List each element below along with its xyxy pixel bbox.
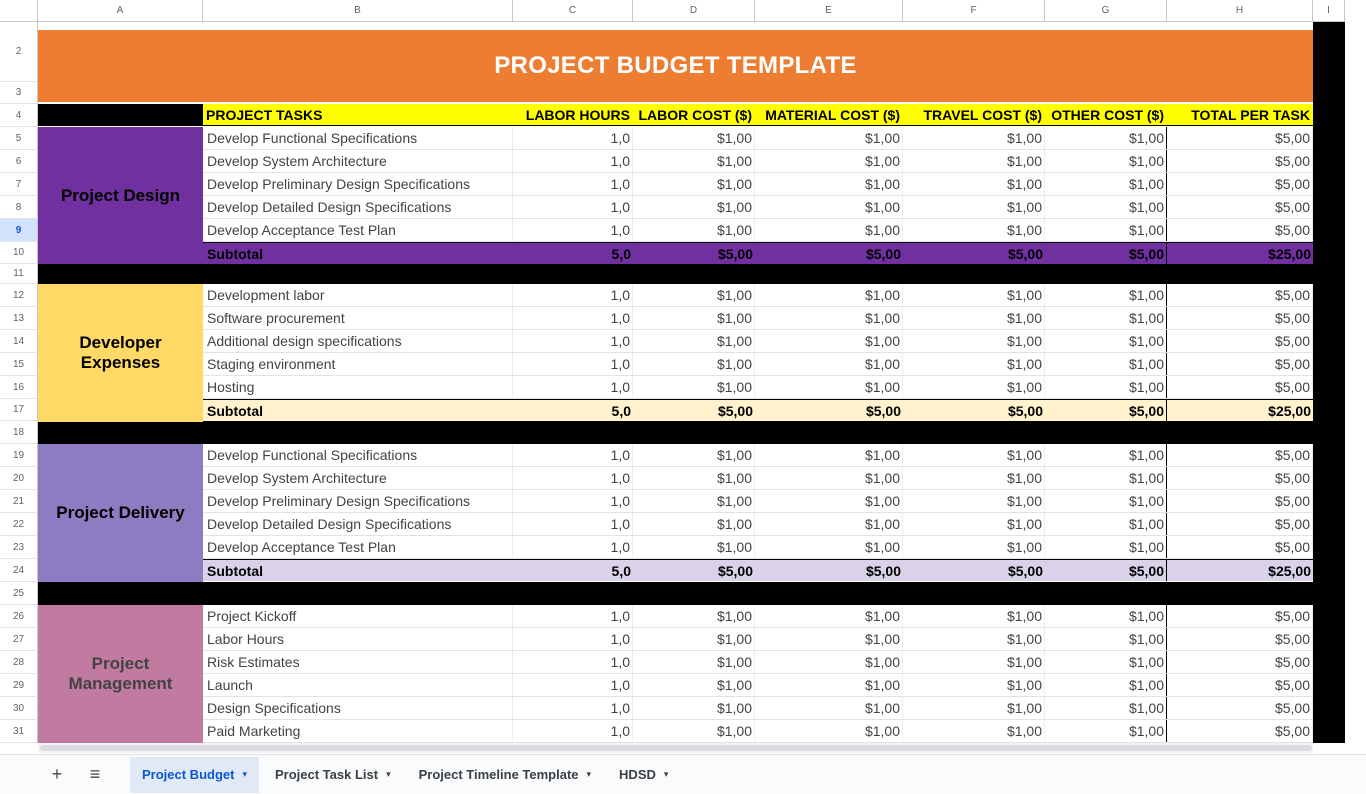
column-header-h[interactable]: H	[1167, 0, 1313, 22]
material-cost-cell[interactable]: $1,00	[755, 628, 903, 650]
labor-hours-cell[interactable]: 1,0	[513, 196, 633, 218]
row-header-14[interactable]: 14	[0, 330, 38, 353]
table-row	[203, 651, 1313, 674]
row-header-13[interactable]: 13	[0, 307, 38, 330]
all-sheets-menu-icon[interactable]: ≡	[89, 764, 101, 784]
section-label[interactable]: Project Delivery	[38, 444, 203, 582]
task-name-cell[interactable]: Launch	[203, 674, 513, 696]
labor-hours-cell[interactable]: 1,0	[513, 150, 633, 172]
travel-cost-cell[interactable]: $1,00	[903, 513, 1045, 535]
task-name-cell[interactable]: Develop Acceptance Test Plan	[203, 536, 513, 558]
task-name-cell[interactable]: Paid Marketing	[203, 720, 513, 742]
row-header-20[interactable]: 20	[0, 467, 38, 490]
labor-cost-cell[interactable]: $1,00	[633, 720, 755, 742]
task-name-cell[interactable]: Develop System Architecture	[203, 150, 513, 172]
labor-cost-cell[interactable]: $1,00	[633, 307, 755, 329]
row-header-15[interactable]: 15	[0, 353, 38, 376]
travel-cost-cell[interactable]: $5,00	[1007, 402, 1043, 419]
other-cost-cell[interactable]: $1,00	[1045, 720, 1167, 742]
labor-cost-cell[interactable]: $1,00	[633, 674, 755, 696]
other-cost-cell[interactable]: $1,00	[1045, 444, 1167, 466]
row-header-28[interactable]: 28	[0, 651, 38, 674]
task-name-cell[interactable]: Develop System Architecture	[203, 467, 513, 489]
travel-cost-cell[interactable]: $1,00	[903, 284, 1045, 306]
other-cost-cell[interactable]: $1,00	[1045, 697, 1167, 719]
other-cost-cell[interactable]: $1,00	[1045, 536, 1167, 558]
labor-hours-cell[interactable]: 1,0	[513, 444, 633, 466]
labor-cost-cell[interactable]: $5,00	[717, 562, 753, 579]
column-header-c[interactable]: C	[513, 0, 633, 22]
row-header-11[interactable]: 11	[0, 264, 38, 284]
total-per-task-cell[interactable]: $5,00	[1167, 651, 1313, 673]
labor-hours-cell[interactable]: 1,0	[513, 720, 633, 742]
row-header-23[interactable]: 23	[0, 536, 38, 559]
labor-cost-cell[interactable]: $1,00	[633, 513, 755, 535]
material-cost-cell[interactable]: $1,00	[755, 605, 903, 627]
total-per-task-cell[interactable]: $5,00	[1167, 536, 1313, 558]
total-per-task-cell[interactable]: $25,00	[1268, 245, 1311, 262]
table-row	[203, 467, 1313, 490]
header-material-cost[interactable]: MATERIAL COST ($)	[755, 104, 903, 126]
table-row	[203, 674, 1313, 697]
labor-hours-cell[interactable]: 1,0	[513, 628, 633, 650]
task-name-cell[interactable]: Subtotal	[207, 245, 263, 262]
travel-cost-cell[interactable]: $1,00	[903, 353, 1045, 375]
total-per-task-cell[interactable]: $5,00	[1167, 720, 1313, 742]
section-separator	[38, 421, 1313, 444]
column-header-a[interactable]: A	[38, 0, 203, 22]
sheet-tab-label: Project Budget	[142, 767, 235, 782]
other-cost-cell[interactable]: $1,00	[1045, 284, 1167, 306]
material-cost-cell[interactable]: $1,00	[755, 150, 903, 172]
column-header-g[interactable]: G	[1045, 0, 1167, 22]
material-cost-cell[interactable]: $5,00	[865, 402, 901, 419]
total-per-task-cell[interactable]: $5,00	[1167, 467, 1313, 489]
subtotal-row	[203, 242, 1313, 264]
labor-cost-cell[interactable]: $1,00	[633, 467, 755, 489]
sheet-tab-label: Project Task List	[275, 767, 379, 782]
task-name-cell[interactable]: Hosting	[203, 376, 513, 398]
table-row	[203, 284, 1313, 307]
total-per-task-cell[interactable]: $25,00	[1268, 402, 1311, 419]
sheet-tab[interactable]	[263, 757, 403, 793]
row-header-16[interactable]: 16	[0, 376, 38, 399]
labor-cost-cell[interactable]: $1,00	[633, 628, 755, 650]
table-row	[203, 196, 1313, 219]
material-cost-cell[interactable]: $1,00	[755, 376, 903, 398]
table-row	[203, 150, 1313, 173]
material-cost-cell[interactable]: $1,00	[755, 444, 903, 466]
total-per-task-cell[interactable]: $5,00	[1167, 127, 1313, 149]
total-per-task-cell[interactable]: $25,00	[1268, 562, 1311, 579]
material-cost-cell[interactable]: $1,00	[755, 513, 903, 535]
material-cost-cell[interactable]: $1,00	[755, 173, 903, 195]
total-per-task-cell[interactable]: $5,00	[1167, 444, 1313, 466]
labor-cost-cell[interactable]: $1,00	[633, 150, 755, 172]
right-border-column	[1313, 22, 1345, 743]
total-per-task-cell[interactable]: $5,00	[1167, 674, 1313, 696]
material-cost-cell[interactable]: $1,00	[755, 490, 903, 512]
row-header-17[interactable]: 17	[0, 399, 38, 421]
other-cost-cell[interactable]: $1,00	[1045, 307, 1167, 329]
travel-cost-cell[interactable]: $1,00	[903, 330, 1045, 352]
table-row	[203, 536, 1313, 559]
other-cost-cell[interactable]: $1,00	[1045, 173, 1167, 195]
total-per-task-cell[interactable]: $5,00	[1167, 513, 1313, 535]
material-cost-cell[interactable]: $1,00	[755, 284, 903, 306]
sheet-tab-label: HDSD	[619, 767, 656, 782]
table-row	[203, 490, 1313, 513]
labor-cost-cell[interactable]: $1,00	[633, 490, 755, 512]
task-name-cell[interactable]: Develop Detailed Design Specifications	[203, 513, 513, 535]
row-header-9[interactable]: 9	[0, 219, 38, 242]
labor-cost-cell[interactable]: $1,00	[633, 444, 755, 466]
labor-cost-cell[interactable]: $1,00	[633, 651, 755, 673]
task-name-cell[interactable]: Subtotal	[207, 562, 263, 579]
travel-cost-cell[interactable]: $1,00	[903, 127, 1045, 149]
task-name-cell[interactable]: Develop Functional Specifications	[203, 127, 513, 149]
row-header-25[interactable]: 25	[0, 582, 38, 605]
labor-hours-cell[interactable]: 1,0	[513, 284, 633, 306]
labor-hours-cell[interactable]: 1,0	[513, 513, 633, 535]
task-name-cell[interactable]: Staging environment	[203, 353, 513, 375]
material-cost-cell[interactable]: $1,00	[755, 330, 903, 352]
labor-cost-cell[interactable]: $1,00	[633, 127, 755, 149]
labor-hours-cell[interactable]: 1,0	[513, 376, 633, 398]
row-header-24[interactable]: 24	[0, 559, 38, 582]
column-header-b[interactable]: B	[203, 0, 513, 22]
other-cost-cell[interactable]: $5,00	[1045, 400, 1167, 421]
labor-cost-cell[interactable]: $1,00	[633, 173, 755, 195]
labor-hours-cell[interactable]: 1,0	[513, 307, 633, 329]
other-cost-cell[interactable]: $1,00	[1045, 219, 1167, 241]
labor-cost-cell[interactable]: $1,00	[633, 376, 755, 398]
row-header-12[interactable]: 12	[0, 284, 38, 307]
total-per-task-cell[interactable]: $5,00	[1167, 284, 1313, 306]
table-row	[203, 330, 1313, 353]
table-row	[203, 173, 1313, 196]
labor-cost-cell[interactable]: $1,00	[633, 196, 755, 218]
other-cost-cell[interactable]: $1,00	[1045, 330, 1167, 352]
total-per-task-cell[interactable]: $5,00	[1167, 697, 1313, 719]
total-per-task-cell[interactable]: $5,00	[1167, 196, 1313, 218]
labor-hours-cell[interactable]: 1,0	[513, 697, 633, 719]
row-header-4[interactable]: 4	[0, 104, 38, 127]
table-row	[203, 376, 1313, 399]
task-name-cell[interactable]: Develop Functional Specifications	[203, 444, 513, 466]
material-cost-cell[interactable]: $1,00	[755, 720, 903, 742]
material-cost-cell[interactable]: $1,00	[755, 674, 903, 696]
section-separator	[38, 582, 1313, 605]
labor-hours-cell[interactable]: 1,0	[513, 219, 633, 241]
total-per-task-cell[interactable]: $5,00	[1167, 353, 1313, 375]
task-name-cell[interactable]: Develop Preliminary Design Specifications	[203, 490, 513, 512]
labor-hours-cell[interactable]: 1,0	[513, 467, 633, 489]
chevron-down-icon[interactable]: ▾	[586, 769, 592, 779]
chevron-down-icon[interactable]: ▾	[242, 769, 247, 779]
column-header-i[interactable]: I	[1313, 0, 1345, 22]
row-header-29[interactable]: 29	[0, 674, 38, 697]
sheet-tab[interactable]	[407, 757, 603, 793]
add-sheet-icon[interactable]: +	[51, 764, 63, 784]
task-name-cell[interactable]: Additional design specifications	[203, 330, 513, 352]
task-name-cell[interactable]: Development labor	[203, 284, 513, 306]
task-name-cell[interactable]: Develop Acceptance Test Plan	[203, 219, 513, 241]
other-cost-cell[interactable]: $5,00	[1045, 243, 1167, 264]
header-labor-cost[interactable]: LABOR COST ($)	[633, 104, 755, 126]
table-row	[203, 720, 1313, 743]
other-cost-cell[interactable]: $1,00	[1045, 605, 1167, 627]
travel-cost-cell[interactable]: $5,00	[1007, 245, 1043, 262]
travel-cost-cell[interactable]: $1,00	[903, 674, 1045, 696]
travel-cost-cell[interactable]: $1,00	[903, 697, 1045, 719]
row-header-5[interactable]: 5	[0, 127, 38, 150]
table-row	[203, 127, 1313, 150]
travel-cost-cell[interactable]: $1,00	[903, 720, 1045, 742]
sheet-tab-bar	[0, 754, 1366, 794]
material-cost-cell[interactable]: $1,00	[755, 536, 903, 558]
other-cost-cell[interactable]: $1,00	[1045, 651, 1167, 673]
total-per-task-cell[interactable]: $5,00	[1167, 605, 1313, 627]
total-per-task-cell[interactable]: $5,00	[1167, 330, 1313, 352]
material-cost-cell[interactable]: $1,00	[755, 219, 903, 241]
labor-cost-cell[interactable]: $1,00	[633, 536, 755, 558]
labor-cost-cell[interactable]: $1,00	[633, 284, 755, 306]
table-row	[203, 353, 1313, 376]
labor-cost-cell[interactable]: $1,00	[633, 605, 755, 627]
table-row	[203, 513, 1313, 536]
table-row	[203, 697, 1313, 720]
task-name-cell[interactable]: Develop Detailed Design Specifications	[203, 196, 513, 218]
material-cost-cell[interactable]: $1,00	[755, 651, 903, 673]
row-header-3[interactable]: 3	[0, 82, 38, 104]
labor-cost-cell[interactable]: $1,00	[633, 330, 755, 352]
labor-hours-cell[interactable]: 1,0	[513, 173, 633, 195]
other-cost-cell[interactable]: $1,00	[1045, 628, 1167, 650]
material-cost-cell[interactable]: $5,00	[865, 562, 901, 579]
labor-hours-cell[interactable]: 1,0	[513, 490, 633, 512]
header-labor-hours[interactable]: LABOR HOURS	[513, 104, 633, 126]
column-header-d[interactable]: D	[633, 0, 755, 22]
page-title[interactable]: PROJECT BUDGET TEMPLATE	[38, 30, 1313, 102]
labor-cost-cell[interactable]: $5,00	[717, 245, 753, 262]
chevron-down-icon[interactable]: ▾	[386, 769, 391, 779]
labor-hours-cell[interactable]: 1,0	[513, 330, 633, 352]
row-header-22[interactable]: 22	[0, 513, 38, 536]
labor-hours-cell[interactable]: 1,0	[513, 353, 633, 375]
travel-cost-cell[interactable]: $1,00	[903, 536, 1045, 558]
other-cost-cell[interactable]: $1,00	[1045, 353, 1167, 375]
material-cost-cell[interactable]: $1,00	[755, 467, 903, 489]
travel-cost-cell[interactable]: $1,00	[903, 219, 1045, 241]
row-header-21[interactable]: 21	[0, 490, 38, 513]
row-header-18[interactable]: 18	[0, 421, 38, 444]
table-row	[203, 219, 1313, 242]
travel-cost-cell[interactable]: $1,00	[903, 467, 1045, 489]
travel-cost-cell[interactable]: $1,00	[903, 490, 1045, 512]
travel-cost-cell[interactable]: $1,00	[903, 173, 1045, 195]
total-per-task-cell[interactable]: $5,00	[1167, 150, 1313, 172]
row-header-31[interactable]: 31	[0, 720, 38, 743]
total-per-task-cell[interactable]: $5,00	[1167, 219, 1313, 241]
other-cost-cell[interactable]: $1,00	[1045, 513, 1167, 535]
task-name-cell[interactable]: Project Kickoff	[203, 605, 513, 627]
row-header-26[interactable]: 26	[0, 605, 38, 628]
task-name-cell[interactable]: Software procurement	[203, 307, 513, 329]
column-header-f[interactable]: F	[903, 0, 1045, 22]
table-row	[203, 307, 1313, 330]
task-name-cell[interactable]: Risk Estimates	[203, 651, 513, 673]
sheet-tab[interactable]	[130, 757, 259, 793]
labor-hours-cell[interactable]: 1,0	[513, 651, 633, 673]
travel-cost-cell[interactable]: $1,00	[903, 628, 1045, 650]
material-cost-cell[interactable]: $1,00	[755, 307, 903, 329]
material-cost-cell[interactable]: $5,00	[865, 245, 901, 262]
material-cost-cell[interactable]: $1,00	[755, 353, 903, 375]
total-per-task-cell[interactable]: $5,00	[1167, 628, 1313, 650]
labor-cost-cell[interactable]: $1,00	[633, 353, 755, 375]
row-header-6[interactable]: 6	[0, 150, 38, 173]
sheet-tab[interactable]	[607, 757, 680, 793]
other-cost-cell[interactable]: $1,00	[1045, 674, 1167, 696]
labor-hours-cell[interactable]: 1,0	[513, 674, 633, 696]
row-header-8[interactable]: 8	[0, 196, 38, 219]
other-cost-cell[interactable]: $1,00	[1045, 127, 1167, 149]
labor-hours-cell[interactable]: 1,0	[513, 536, 633, 558]
travel-cost-cell[interactable]: $1,00	[903, 651, 1045, 673]
travel-cost-cell[interactable]: $1,00	[903, 376, 1045, 398]
total-per-task-cell[interactable]: $5,00	[1167, 376, 1313, 398]
row-header-19[interactable]: 19	[0, 444, 38, 467]
total-per-task-cell[interactable]: $5,00	[1167, 307, 1313, 329]
task-name-cell[interactable]: Develop Preliminary Design Specifications	[203, 173, 513, 195]
header-other-cost[interactable]: OTHER COST ($)	[1045, 104, 1167, 126]
total-per-task-cell[interactable]: $5,00	[1167, 173, 1313, 195]
labor-hours-cell[interactable]: 5,0	[611, 245, 631, 262]
header-travel-cost[interactable]: TRAVEL COST ($)	[903, 104, 1045, 126]
row-header-2[interactable]: 2	[0, 22, 38, 82]
labor-hours-cell[interactable]: 1,0	[513, 127, 633, 149]
other-cost-cell[interactable]: $1,00	[1045, 376, 1167, 398]
labor-hours-cell[interactable]: 5,0	[611, 562, 631, 579]
material-cost-cell[interactable]: $1,00	[755, 127, 903, 149]
section-label[interactable]: Developer Expenses	[38, 284, 203, 422]
header-left-spacer	[38, 104, 203, 126]
table-row	[203, 444, 1313, 467]
material-cost-cell[interactable]: $1,00	[755, 697, 903, 719]
material-cost-cell[interactable]: $1,00	[755, 196, 903, 218]
travel-cost-cell[interactable]: $1,00	[903, 150, 1045, 172]
section-label[interactable]: Project Management	[38, 605, 203, 743]
task-name-cell[interactable]: Subtotal	[207, 402, 263, 419]
task-name-cell[interactable]: Labor Hours	[203, 628, 513, 650]
row-header-10[interactable]: 10	[0, 242, 38, 264]
labor-hours-cell[interactable]: 1,0	[513, 605, 633, 627]
table-row	[203, 628, 1313, 651]
other-cost-cell[interactable]: $1,00	[1045, 196, 1167, 218]
row-header-7[interactable]: 7	[0, 173, 38, 196]
travel-cost-cell[interactable]: $1,00	[903, 444, 1045, 466]
travel-cost-cell[interactable]: $5,00	[1007, 562, 1043, 579]
labor-cost-cell[interactable]: $1,00	[633, 219, 755, 241]
task-name-cell[interactable]: Design Specifications	[203, 697, 513, 719]
section-label[interactable]: Project Design	[38, 127, 203, 264]
labor-hours-cell[interactable]: 5,0	[611, 402, 631, 419]
labor-cost-cell[interactable]: $5,00	[717, 402, 753, 419]
column-header-e[interactable]: E	[755, 0, 903, 22]
total-per-task-cell[interactable]: $5,00	[1167, 490, 1313, 512]
labor-cost-cell[interactable]: $1,00	[633, 697, 755, 719]
travel-cost-cell[interactable]: $1,00	[903, 196, 1045, 218]
header-total-per-task[interactable]: TOTAL PER TASK	[1167, 104, 1313, 126]
row-header-30[interactable]: 30	[0, 697, 38, 720]
subtotal-row	[203, 399, 1313, 421]
table-row	[203, 605, 1313, 628]
other-cost-cell[interactable]: $1,00	[1045, 150, 1167, 172]
section-separator	[38, 264, 1313, 284]
chevron-down-icon[interactable]: ▾	[663, 769, 669, 779]
other-cost-cell[interactable]: $1,00	[1045, 467, 1167, 489]
other-cost-cell[interactable]: $5,00	[1045, 560, 1167, 581]
other-cost-cell[interactable]: $1,00	[1045, 490, 1167, 512]
row-header-27[interactable]: 27	[0, 628, 38, 651]
travel-cost-cell[interactable]: $1,00	[903, 307, 1045, 329]
subtotal-row	[203, 559, 1313, 581]
travel-cost-cell[interactable]: $1,00	[903, 605, 1045, 627]
select-all-corner[interactable]	[0, 0, 38, 22]
sheet-tab-label: Project Timeline Template	[418, 767, 579, 782]
header-project-tasks[interactable]: PROJECT TASKS	[203, 104, 513, 126]
horizontal-scrollbar-thumb[interactable]	[40, 745, 1312, 751]
